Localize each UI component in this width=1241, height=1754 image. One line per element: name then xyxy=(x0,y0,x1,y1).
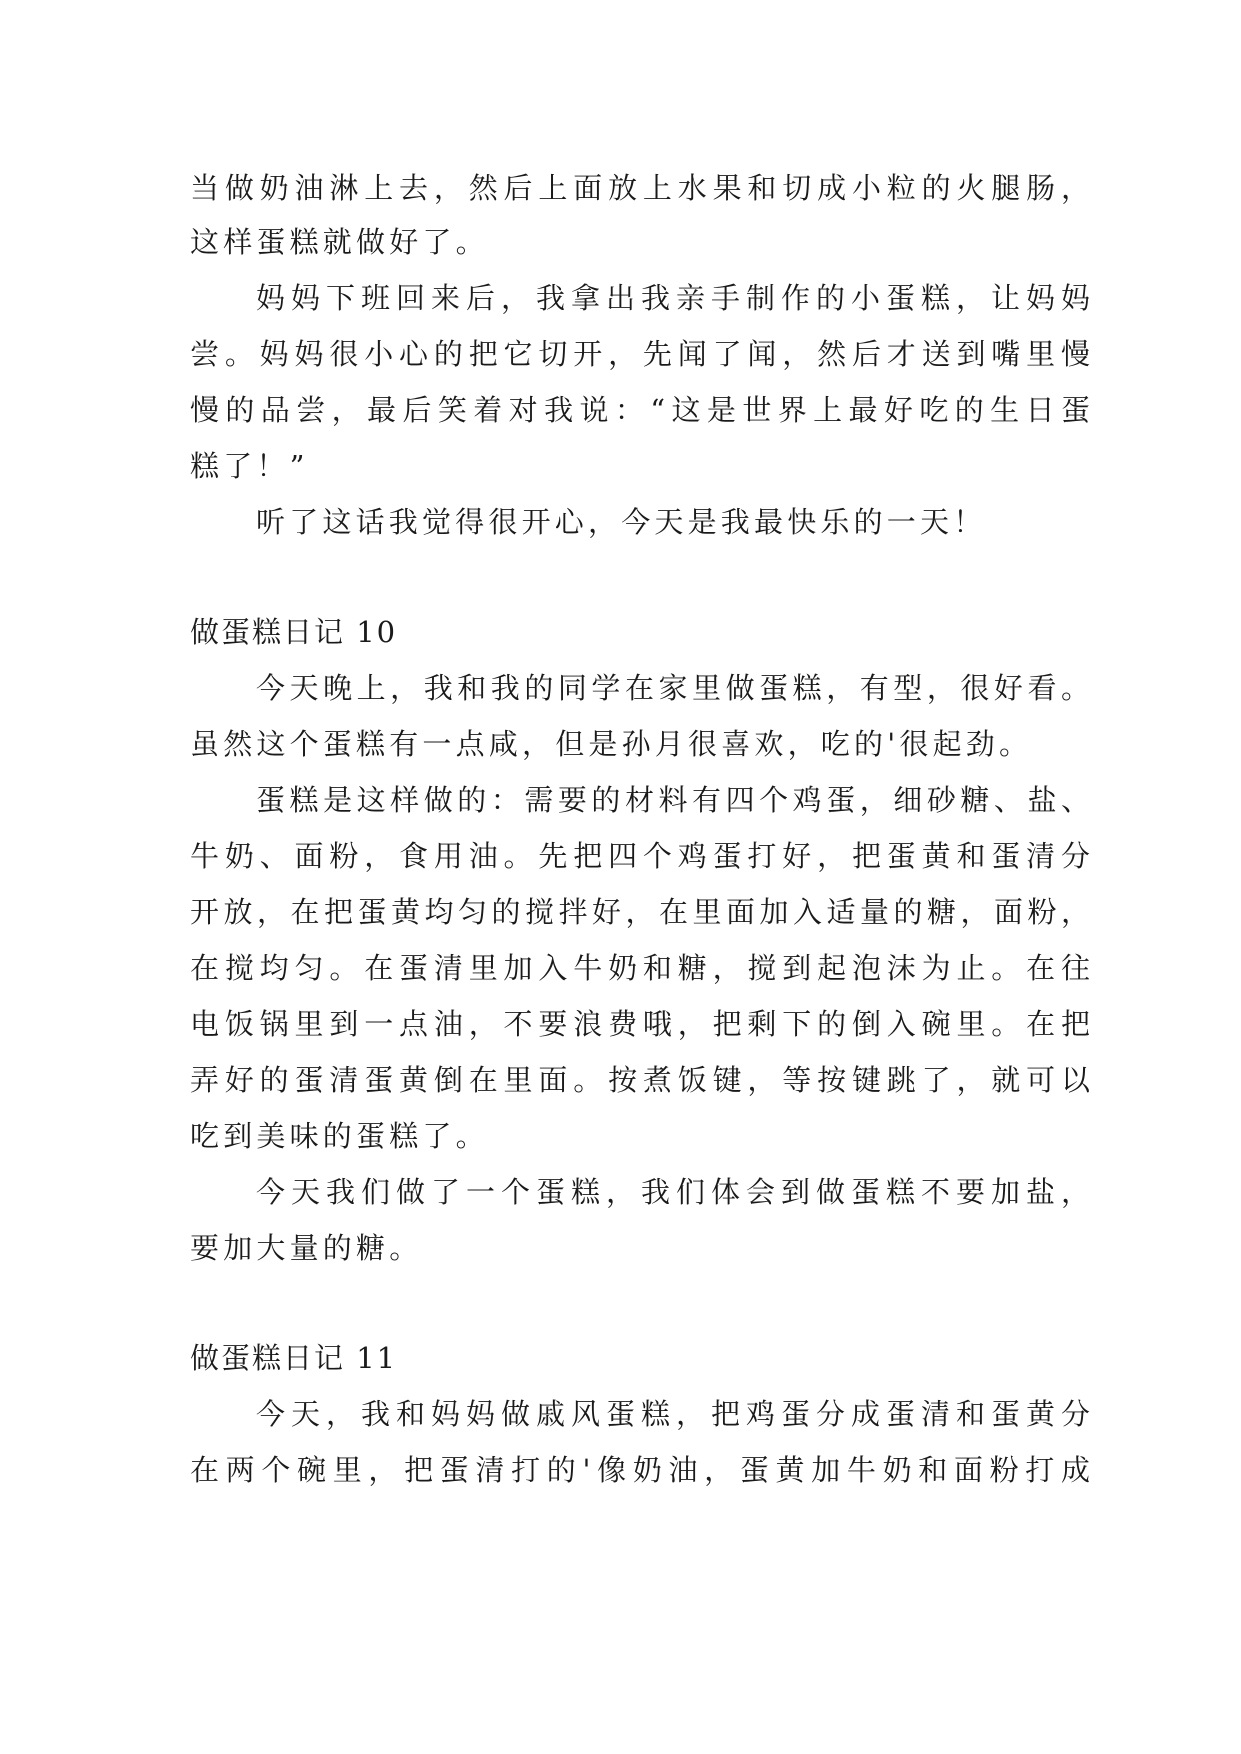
text-line: 尝。妈妈很小心的把它切开，先闻了闻，然后才送到嘴里慢 xyxy=(190,337,1090,371)
text-line: 今天我们做了一个蛋糕，我们体会到做蛋糕不要加盐， xyxy=(256,1175,1090,1209)
text-line: 弄好的蛋清蛋黄倒在里面。按煮饭键，等按键跳了，就可以 xyxy=(190,1063,1090,1097)
text-line: 今天，我和妈妈做戚风蛋糕，把鸡蛋分成蛋清和蛋黄分 xyxy=(256,1397,1090,1431)
text-line: 今天晚上，我和我的同学在家里做蛋糕，有型，很好看。 xyxy=(256,671,1090,705)
text-line: 吃到美味的蛋糕了。 xyxy=(190,1119,489,1153)
text-line: 当做奶油淋上去，然后上面放上水果和切成小粒的火腿肠， xyxy=(190,171,1090,205)
text-line: 要加大量的糖。 xyxy=(190,1231,423,1265)
text-line: 糕了！” xyxy=(190,449,309,483)
text-line: 慢的品尝，最后笑着对我说：“这是世界上最好吃的生日蛋 xyxy=(190,393,1090,427)
text-line: 电饭锅里到一点油，不要浪费哦，把剩下的倒入碗里。在把 xyxy=(190,1007,1090,1041)
section-heading: 做蛋糕日记 10 xyxy=(190,615,398,649)
section-heading: 做蛋糕日记 11 xyxy=(190,1341,398,1375)
text-line: 开放，在把蛋黄均匀的搅拌好，在里面加入适量的糖，面粉， xyxy=(190,895,1090,929)
text-line: 这样蛋糕就做好了。 xyxy=(190,225,489,259)
text-line: 虽然这个蛋糕有一点咸，但是孙月很喜欢，吃的'很起劲。 xyxy=(190,727,1033,761)
text-line: 蛋糕是这样做的：需要的材料有四个鸡蛋，细砂糖、盐、 xyxy=(256,783,1090,817)
text-line: 在两个碗里，把蛋清打的'像奶油，蛋黄加牛奶和面粉打成 xyxy=(190,1453,1090,1487)
text-line: 牛奶、面粉，食用油。先把四个鸡蛋打好，把蛋黄和蛋清分 xyxy=(190,839,1090,873)
text-line: 妈妈下班回来后，我拿出我亲手制作的小蛋糕，让妈妈 xyxy=(256,281,1090,315)
text-line: 在搅均匀。在蛋清里加入牛奶和糖，搅到起泡沫为止。在往 xyxy=(190,951,1090,985)
text-line: 听了这话我觉得很开心，今天是我最快乐的一天！ xyxy=(256,505,987,539)
